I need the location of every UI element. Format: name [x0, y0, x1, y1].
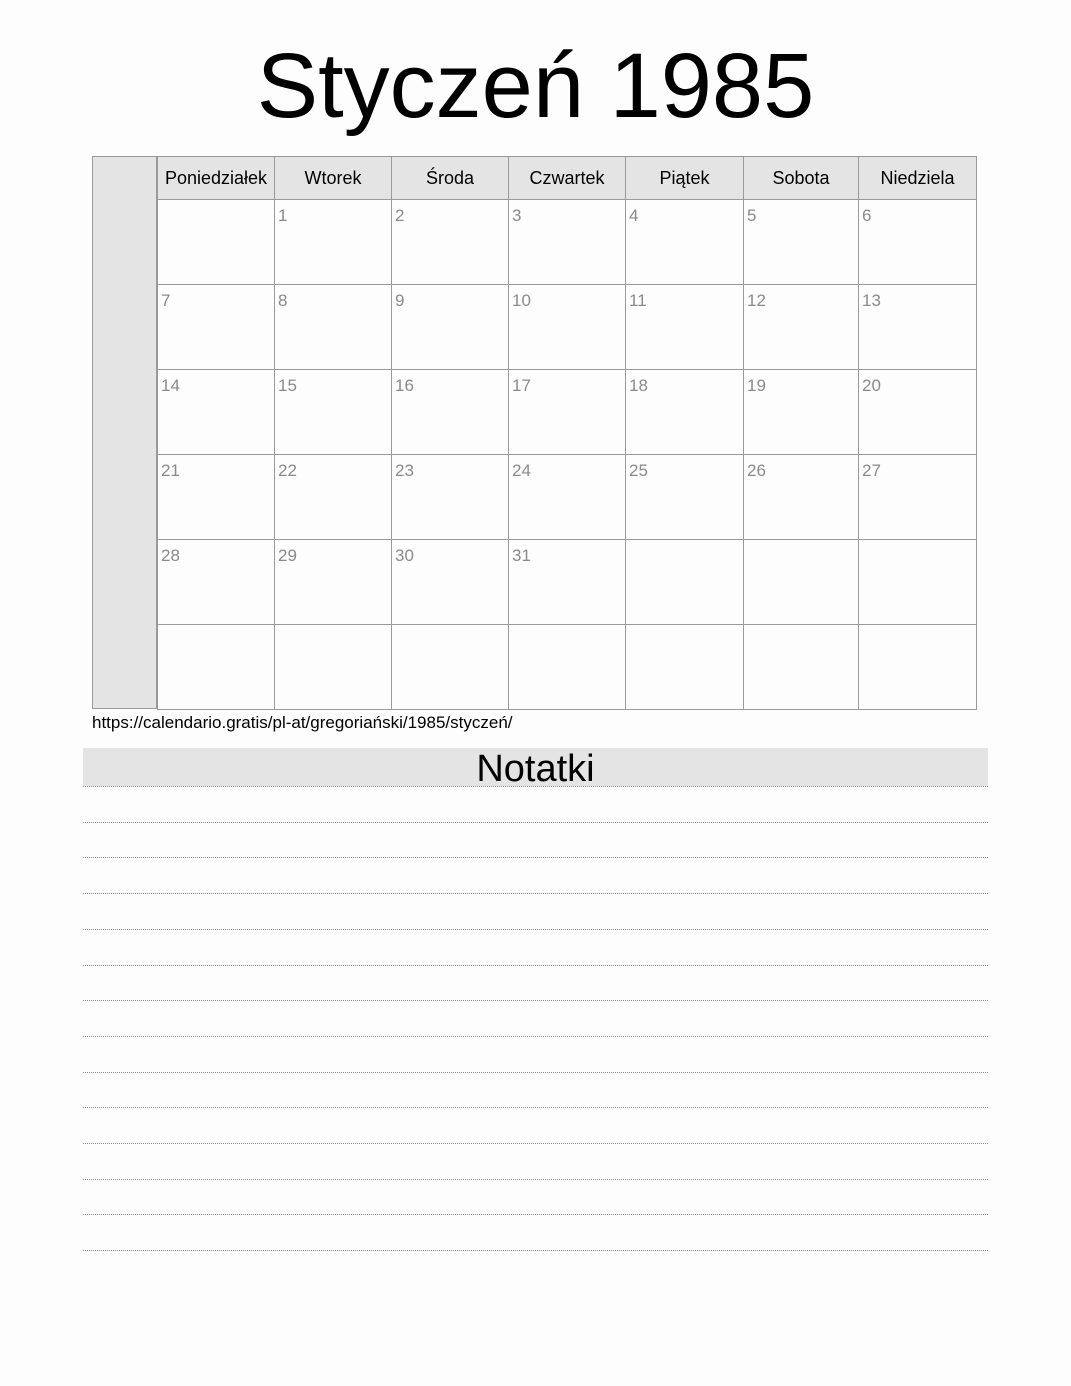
- day-cell[interactable]: [274, 455, 391, 540]
- day-cell[interactable]: [274, 540, 391, 625]
- day-number: 10: [512, 291, 531, 310]
- day-cell[interactable]: [391, 455, 508, 540]
- day-cell[interactable]: [625, 540, 743, 625]
- day-number: 12: [747, 291, 766, 310]
- day-cell[interactable]: [508, 625, 625, 710]
- day-cell[interactable]: [157, 540, 274, 625]
- day-cell[interactable]: [858, 455, 976, 540]
- day-number: 1: [278, 206, 288, 225]
- day-number: 24: [512, 461, 531, 480]
- day-cell[interactable]: [157, 455, 274, 540]
- day-number: 31: [512, 546, 531, 565]
- notes-line[interactable]: [83, 893, 988, 894]
- day-cell[interactable]: [743, 540, 858, 625]
- day-cell[interactable]: [391, 625, 508, 710]
- day-number: 26: [747, 461, 766, 480]
- day-cell[interactable]: [391, 285, 508, 370]
- day-number: 20: [862, 376, 881, 395]
- day-number: 13: [862, 291, 881, 310]
- day-number: 15: [278, 376, 297, 395]
- day-number: 22: [278, 461, 297, 480]
- day-cell[interactable]: [625, 455, 743, 540]
- weekday-header: Niedziela: [858, 157, 976, 200]
- week-number-column: [92, 156, 157, 709]
- weekday-header: Wtorek: [274, 157, 391, 200]
- day-cell[interactable]: [157, 285, 274, 370]
- day-number: 16: [395, 376, 414, 395]
- day-number: 6: [862, 206, 872, 225]
- day-cell[interactable]: [743, 200, 858, 285]
- notes-line[interactable]: [83, 1072, 988, 1073]
- day-cell[interactable]: [157, 625, 274, 710]
- day-cell[interactable]: [508, 455, 625, 540]
- day-cell[interactable]: [391, 200, 508, 285]
- day-cell[interactable]: [858, 625, 976, 710]
- notes-line[interactable]: [83, 1214, 988, 1215]
- day-cell[interactable]: [743, 625, 858, 710]
- notes-line[interactable]: [83, 965, 988, 966]
- day-number: 8: [278, 291, 288, 310]
- day-number: 25: [629, 461, 648, 480]
- weekday-header: Sobota: [743, 157, 858, 200]
- notes-line[interactable]: [83, 1000, 988, 1001]
- notes-line[interactable]: [83, 1143, 988, 1144]
- day-number: 7: [161, 291, 171, 310]
- day-cell[interactable]: [743, 370, 858, 455]
- day-cell[interactable]: [508, 540, 625, 625]
- day-number: 19: [747, 376, 766, 395]
- day-cell[interactable]: [743, 455, 858, 540]
- day-number: 3: [512, 206, 522, 225]
- notes-heading: Notatki: [83, 748, 988, 786]
- day-cell[interactable]: [508, 370, 625, 455]
- day-cell[interactable]: [625, 370, 743, 455]
- notes-line[interactable]: [83, 1036, 988, 1037]
- day-cell[interactable]: [858, 370, 976, 455]
- day-number: 18: [629, 376, 648, 395]
- weekday-header: Poniedziałek: [157, 157, 274, 200]
- day-cell[interactable]: [858, 200, 976, 285]
- day-cell[interactable]: [743, 285, 858, 370]
- day-number: 5: [747, 206, 757, 225]
- day-number: 21: [161, 461, 180, 480]
- weekday-header: Czwartek: [508, 157, 625, 200]
- day-cell[interactable]: [508, 200, 625, 285]
- day-number: 27: [862, 461, 881, 480]
- day-cell[interactable]: [157, 200, 274, 285]
- day-cell[interactable]: [274, 200, 391, 285]
- page-title: Styczeń 1985: [256, 35, 815, 137]
- day-cell[interactable]: [625, 200, 743, 285]
- day-number: 11: [629, 291, 647, 310]
- notes-line[interactable]: [83, 857, 988, 858]
- calendar-grid: [157, 156, 977, 710]
- day-number: 23: [395, 461, 414, 480]
- weekday-header: Piątek: [625, 157, 743, 200]
- day-cell[interactable]: [625, 625, 743, 710]
- day-cell[interactable]: [274, 625, 391, 710]
- day-cell[interactable]: [274, 285, 391, 370]
- day-cell[interactable]: [508, 285, 625, 370]
- source-url[interactable]: https://calendario.gratis/pl-at/gregoriański/1985/styczeń/: [92, 713, 513, 732]
- notes-line[interactable]: [83, 786, 988, 787]
- notes-line[interactable]: [83, 1107, 988, 1108]
- weekday-header: Środa: [391, 157, 508, 200]
- day-number: 30: [395, 546, 414, 565]
- day-number: 2: [395, 206, 405, 225]
- day-cell[interactable]: [858, 285, 976, 370]
- day-number: 14: [161, 376, 180, 395]
- notes-line[interactable]: [83, 929, 988, 930]
- day-cell[interactable]: [274, 370, 391, 455]
- day-number: 29: [278, 546, 297, 565]
- notes-line[interactable]: [83, 1250, 988, 1251]
- day-number: 4: [629, 206, 639, 225]
- day-cell[interactable]: [391, 370, 508, 455]
- day-cell[interactable]: [391, 540, 508, 625]
- day-number: 9: [395, 291, 405, 310]
- notes-line[interactable]: [83, 1179, 988, 1180]
- day-cell[interactable]: [858, 540, 976, 625]
- day-number: 28: [161, 546, 180, 565]
- day-number: 17: [512, 376, 531, 395]
- day-cell[interactable]: [625, 285, 743, 370]
- day-cell[interactable]: [157, 370, 274, 455]
- notes-line[interactable]: [83, 822, 988, 823]
